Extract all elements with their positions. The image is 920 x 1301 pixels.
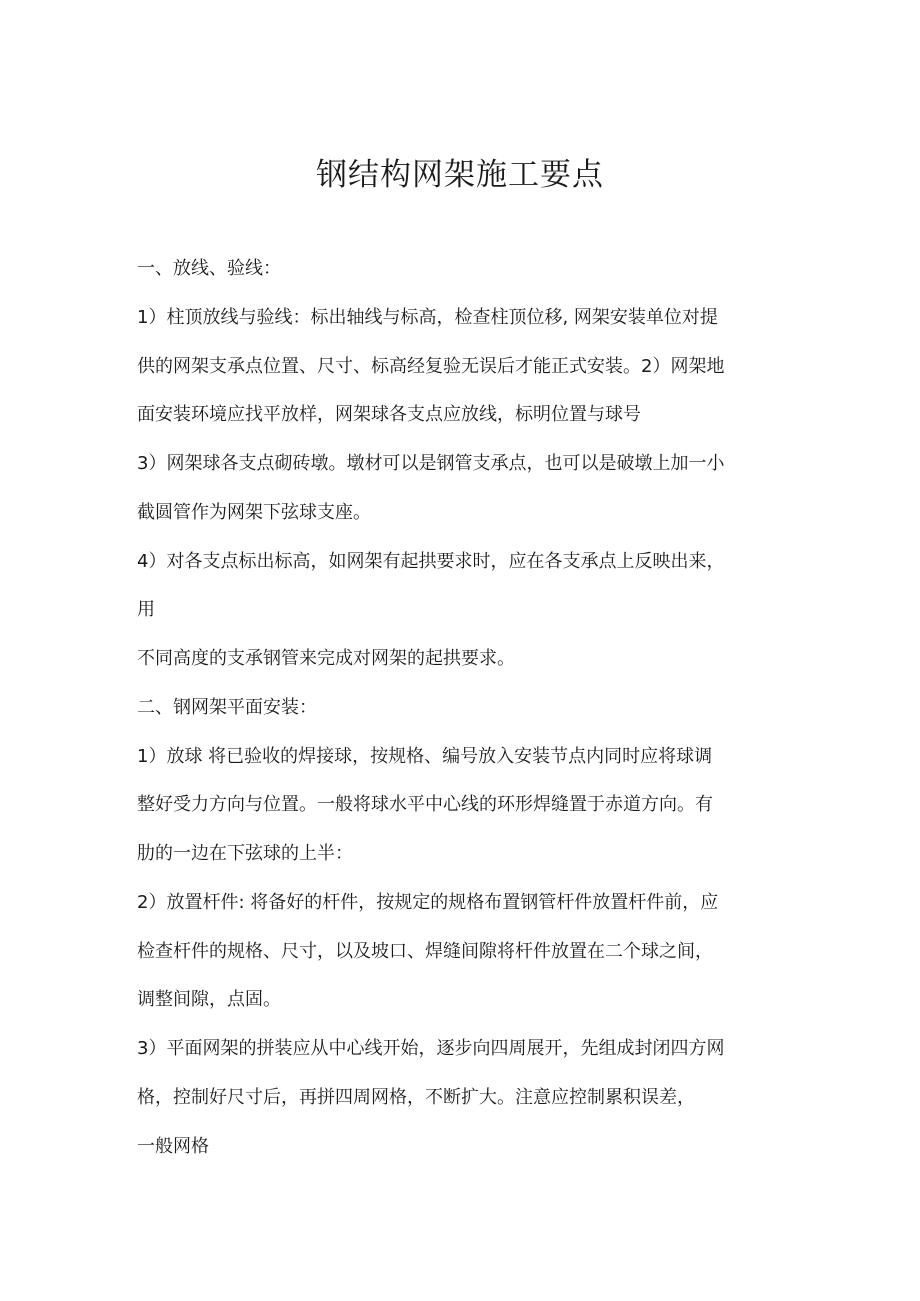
paragraph-line: 格，控制好尺寸后，再拼四周网格，不断扩大。注意应控制累积误差， [137,1086,695,1108]
paragraph-line: 截圆管作为网架下弦球支座。 [137,501,371,523]
document-title: 钢结构网架施工要点 [316,157,604,193]
paragraph-line: 用 [137,599,155,621]
paragraph-line: 1）柱顶放线与验线：标出轴线与标高，检查柱顶位移, 网架安装单位对提 [137,306,718,328]
paragraph-line: 面安装环境应找平放样，网架球各支点应放线，标明位置与球号 [137,404,641,426]
paragraph-line: 不同高度的支承钢管来完成对网架的起拱要求。 [137,648,515,669]
paragraph-line: 检查杆件的规格、尺寸，以及坡口、焊缝间隙将杆件放置在二个球之间， [137,940,713,962]
paragraph-line: 调整间隙，点固。 [137,989,281,1011]
paragraph-line: 2）放置杆件: 将备好的杆件，按规定的规格布置钢管杆件放置杆件前，应 [137,891,719,913]
paragraph-line: 3）网架球各支点砌砖墩。墩材可以是钢管支承点，也可以是破墩上加一小 [137,453,725,474]
paragraph-line: 3）平面网架的拼装应从中心线开始，逐步向四周展开，先组成封闭四方网 [137,1038,725,1059]
paragraph-line: 一般网格 [137,1135,209,1157]
paragraph-line: 1）放球 将已验收的焊接球，按规格、编号放入安装节点内同时应将球调 [137,745,713,767]
document-body [137,253,797,1179]
section-heading-2: 二、钢网架平面安装： [137,696,317,718]
paragraph-line: 整好受力方向与位置。一般将球水平中心线的环形焊缝置于赤道方向。有 [137,794,713,816]
paragraph-line: 4）对各支点标出标高，如网架有起拱要求时，应在各支承点上反映出来， [137,550,725,572]
paragraph-line: 肋的一边在下弦球的上半： [137,843,353,864]
paragraph-line: 供的网架支承点位置、尺寸、标高经复验无误后才能正式安装。2）网架地 [137,355,725,377]
section-heading-1: 一、放线、验线： [137,258,281,279]
